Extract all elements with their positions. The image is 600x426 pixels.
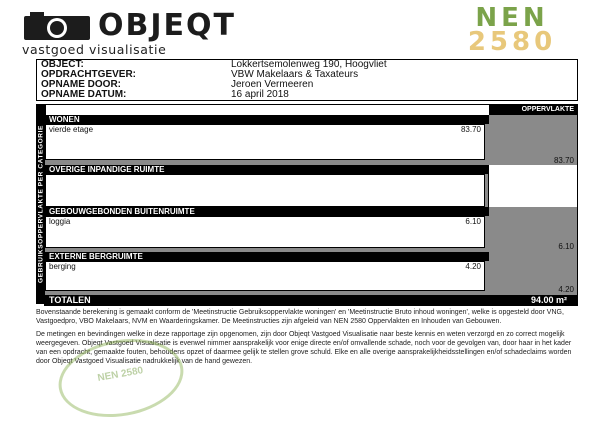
section-total: 83.70 bbox=[553, 156, 574, 165]
section-total: 6.10 bbox=[558, 242, 574, 251]
section-wonen bbox=[45, 115, 577, 166]
section-total-cell bbox=[489, 207, 577, 252]
info-key: OPDRACHTGEVER: bbox=[41, 69, 137, 80]
section-title: OVERIGE INPANDIGE RUIMTE bbox=[45, 165, 489, 174]
area-table bbox=[44, 104, 578, 306]
room-name: vierde etage bbox=[49, 125, 94, 134]
room-area: 83.70 bbox=[460, 125, 481, 134]
table-row bbox=[45, 261, 485, 291]
section-title: WONEN bbox=[45, 115, 489, 124]
section-title: GEBOUWGEBONDEN BUITENRUIMTE bbox=[45, 207, 489, 216]
side-label: GEBRUIKSOPPERVLAKTE PER CATEGORIE bbox=[37, 125, 45, 283]
section-buitenruimte bbox=[45, 207, 577, 252]
camera-icon bbox=[22, 12, 92, 42]
brand-tagline: vastgoed visualisatie bbox=[22, 42, 167, 57]
table-row bbox=[45, 174, 485, 207]
info-value: VBW Makelaars & Taxateurs bbox=[231, 69, 359, 80]
nen-number: 2580 bbox=[467, 27, 557, 57]
object-info bbox=[36, 59, 578, 101]
section-body bbox=[45, 174, 577, 207]
info-value: Lokkertsemolenweg 190, Hoogvliet bbox=[231, 59, 387, 70]
table-row bbox=[45, 124, 485, 160]
note-methodology: Bovenstaande berekening is gemaakt conform de 'Meetinstructie Gebruiksoppervlakte woningen' en 'Meetinstructie Bruto inhoud woningen', welke is opgesteld door VNG, Vastgoedpro, VBO Makelaars, NVM en Waarderingskamer. De Meetinstructies zijn afgeleid van NEN 2580 Oppervlakten en Inhouden van Gebouwen. bbox=[36, 309, 564, 325]
totals-row bbox=[45, 295, 577, 305]
totals-value: 94.00 m² bbox=[530, 295, 567, 305]
info-key: OBJECT: bbox=[41, 59, 84, 70]
info-row-date bbox=[37, 90, 577, 100]
watermark-stamp: NEN 2580 bbox=[52, 330, 189, 426]
nen-2580-logo bbox=[442, 3, 582, 57]
room-area: 6.10 bbox=[465, 217, 481, 226]
section-body bbox=[45, 261, 577, 295]
nen-label: NEN bbox=[475, 3, 549, 33]
section-body bbox=[45, 124, 577, 166]
info-value: Jeroen Vermeeren bbox=[231, 79, 314, 90]
section-total-cell bbox=[488, 165, 577, 207]
info-key: OPNAME DOOR: bbox=[41, 79, 121, 90]
note-liability: De metingen en bevindingen welke in deze rapportage zijn opgenomen, zijn door Objeqt Vastgoed Visualisatie naar beste kennis en weten verzorgd en zo correct mogelijk weergegeven. Objeqt Vastgoed Visualisatie is evenwel nimmer aansprakelijk voor enige directe en/of omvallende schade, noch voor de gevolgen van, door haar in het kader van een opdracht, gemaakte fouten, behoudens opzet of daarmee gelijk te stellen grove schuld. Elke en alle overige aansprakelijkheidsstellingen en/of schadeclaims worden door Objeqt Vastgoed Visualisatie nadrukkelijk van de hand gewezen. bbox=[36, 331, 572, 365]
section-bergruimte bbox=[45, 252, 577, 295]
section-body bbox=[45, 216, 577, 252]
table-row bbox=[45, 216, 485, 248]
room-name: loggia bbox=[49, 217, 71, 226]
room-name: berging bbox=[49, 262, 76, 271]
section-total-cell bbox=[489, 252, 577, 295]
room-area: 4.20 bbox=[465, 262, 481, 271]
section-overige bbox=[45, 165, 577, 207]
objeqt-logo bbox=[22, 8, 282, 56]
column-header-area: OPPERVLAKTE bbox=[489, 105, 577, 115]
info-key: OPNAME DATUM: bbox=[41, 89, 127, 100]
totals-label: TOTALEN bbox=[49, 295, 91, 305]
info-value: 16 april 2018 bbox=[231, 89, 289, 100]
section-total: 4.20 bbox=[558, 285, 574, 294]
section-title: EXTERNE BERGRUIMTE bbox=[45, 252, 489, 261]
section-total-cell bbox=[489, 115, 577, 166]
brand-name: OBJEQT bbox=[98, 8, 236, 43]
